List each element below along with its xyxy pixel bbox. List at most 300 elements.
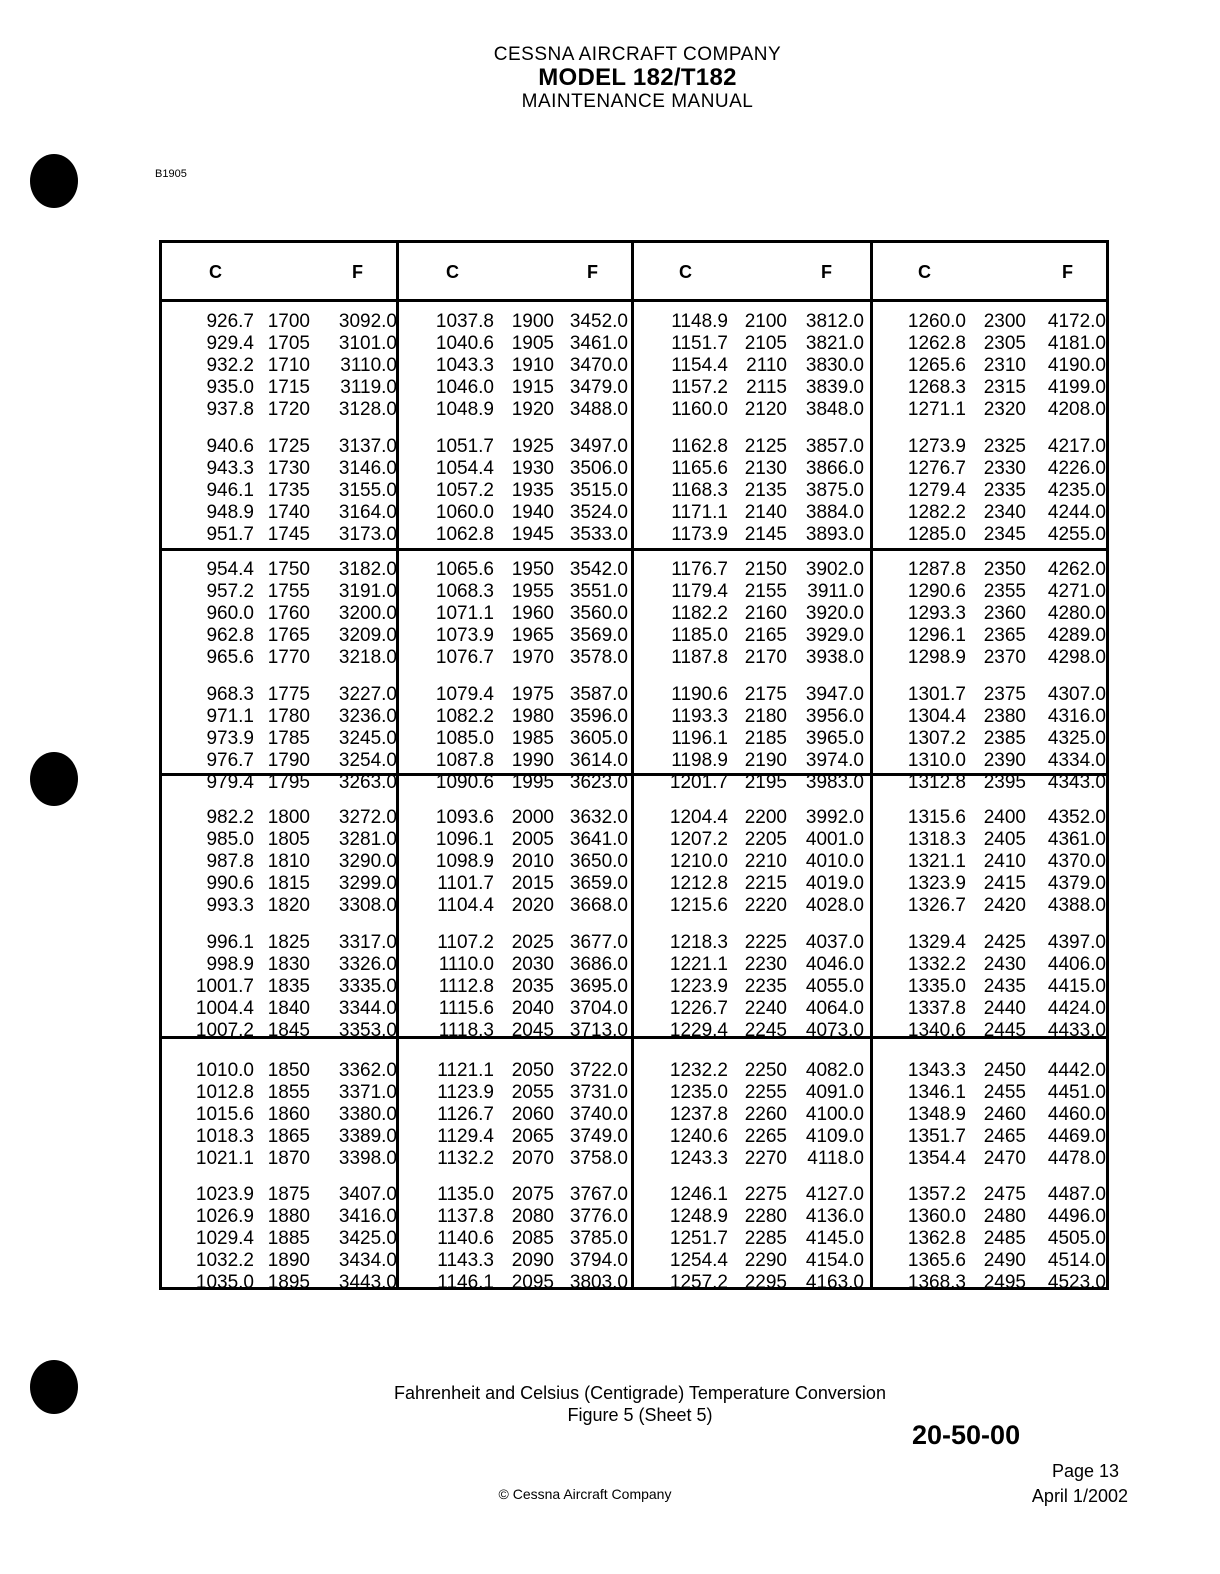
celsius-value: 1082.2: [435, 706, 494, 727]
fahrenheit-value: 3983.0: [805, 772, 864, 793]
reference-value: 2130: [744, 458, 787, 479]
celsius-value: 1073.9: [435, 625, 494, 646]
fahrenheit-value: 3452.0: [569, 311, 628, 332]
reference-value: 2360: [983, 603, 1026, 624]
reference-value: 2090: [511, 1250, 554, 1271]
fahrenheit-value: 4262.0: [1047, 559, 1106, 580]
reference-value: 2215: [744, 873, 787, 894]
fahrenheit-value: 4046.0: [805, 954, 864, 975]
reference-value: 2155: [744, 581, 787, 602]
fahrenheit-value: 4255.0: [1047, 524, 1106, 545]
celsius-value: 1065.6: [435, 559, 494, 580]
reference-value: 1905: [511, 333, 554, 354]
celsius-value: 1123.9: [437, 1082, 494, 1103]
fahrenheit-value: 4505.0: [1047, 1228, 1106, 1249]
reference-value: 1935: [511, 480, 554, 501]
fahrenheit-value: 3416.0: [338, 1206, 397, 1227]
reference-value: 2085: [511, 1228, 554, 1249]
celsius-value: 1193.3: [671, 706, 728, 727]
celsius-value: 1201.7: [669, 772, 728, 793]
celsius-value: 1098.9: [435, 851, 494, 872]
reference-value: 2330: [983, 458, 1026, 479]
fahrenheit-value: 3092.0: [338, 311, 397, 332]
reference-value: 2420: [983, 895, 1026, 916]
celsius-value: 1043.3: [435, 355, 494, 376]
reference-value: 1835: [267, 976, 310, 997]
celsius-value: 1090.6: [435, 772, 494, 793]
celsius-value: 1198.9: [671, 750, 728, 771]
fahrenheit-value: 4334.0: [1047, 750, 1106, 771]
fahrenheit-value: 3704.0: [569, 998, 628, 1019]
reference-value: 2410: [983, 851, 1026, 872]
celsius-value: 1340.6: [907, 1020, 966, 1041]
fahrenheit-value: 3569.0: [569, 625, 628, 646]
celsius-value: 982.2: [206, 807, 254, 828]
reference-value: 2005: [511, 829, 554, 850]
fahrenheit-value: 4109.0: [805, 1126, 864, 1147]
copyright: © Cessna Aircraft Company: [498, 1486, 672, 1502]
fahrenheit-value: 4091.0: [805, 1082, 864, 1103]
fahrenheit-value: 3407.0: [338, 1184, 397, 1205]
celsius-value: 1087.8: [435, 750, 494, 771]
fahrenheit-value: 3542.0: [569, 559, 628, 580]
celsius-value: 1307.2: [907, 728, 966, 749]
celsius-value: 1115.6: [438, 998, 494, 1019]
fahrenheit-value: 3767.0: [569, 1184, 628, 1205]
fahrenheit-value: 3164.0: [338, 502, 397, 523]
fahrenheit-value: 3488.0: [569, 399, 628, 420]
fahrenheit-value: 4325.0: [1047, 728, 1106, 749]
reference-value: 1900: [511, 311, 554, 332]
reference-value: 1970: [511, 647, 554, 668]
fahrenheit-value: 3587.0: [569, 684, 628, 705]
celsius-value: 1015.6: [195, 1104, 254, 1125]
fahrenheit-value: 4001.0: [805, 829, 864, 850]
reference-value: 1825: [267, 932, 310, 953]
reference-value: 1715: [267, 377, 310, 398]
column-divider: [631, 243, 634, 1287]
reference-value: 2175: [744, 684, 787, 705]
celsius-value: 1171.1: [671, 502, 728, 523]
celsius-value: 1310.0: [907, 750, 966, 771]
fahrenheit-value: 3812.0: [805, 311, 864, 332]
celsius-value: 1093.6: [435, 807, 494, 828]
celsius-value: 1196.1: [671, 728, 728, 749]
reference-value: 2120: [744, 399, 787, 420]
fahrenheit-value: 3434.0: [338, 1250, 397, 1271]
fahrenheit-value: 4145.0: [805, 1228, 864, 1249]
celsius-value: 948.9: [206, 502, 254, 523]
celsius-value: 1260.0: [907, 311, 966, 332]
reference-value: 2020: [511, 895, 554, 916]
manual-title: MAINTENANCE MANUAL: [521, 91, 754, 112]
fahrenheit-value: 3497.0: [569, 436, 628, 457]
fahrenheit-value: 3470.0: [569, 355, 628, 376]
fahrenheit-value: 4235.0: [1047, 480, 1106, 501]
celsius-value: 1287.8: [907, 559, 966, 580]
celsius-value: 965.6: [206, 647, 254, 668]
fahrenheit-value: 4451.0: [1047, 1082, 1106, 1103]
celsius-value: 1132.2: [437, 1148, 494, 1169]
celsius-value: 1229.4: [669, 1020, 728, 1041]
fahrenheit-value: 3101.0: [338, 333, 397, 354]
fahrenheit-value: 3605.0: [569, 728, 628, 749]
reference-value: 2280: [744, 1206, 787, 1227]
celsius-value: 932.2: [206, 355, 254, 376]
reference-value: 2140: [744, 502, 787, 523]
reference-value: 2075: [511, 1184, 554, 1205]
celsius-value: 1185.0: [671, 625, 728, 646]
reference-value: 2385: [983, 728, 1026, 749]
fahrenheit-value: 4073.0: [805, 1020, 864, 1041]
fahrenheit-value: 4460.0: [1047, 1104, 1106, 1125]
model-title: MODEL 182/T182: [538, 64, 737, 91]
reference-value: 1725: [267, 436, 310, 457]
celsius-value: 987.8: [206, 851, 254, 872]
fahrenheit-value: 4118.0: [807, 1148, 864, 1169]
celsius-value: 1151.7: [671, 333, 728, 354]
celsius-value: 1346.1: [907, 1082, 966, 1103]
reference-value: 1765: [267, 625, 310, 646]
fahrenheit-value: 4523.0: [1047, 1272, 1106, 1293]
reference-value: 1750: [267, 559, 310, 580]
fahrenheit-value: 3227.0: [338, 684, 397, 705]
reference-value: 2180: [744, 706, 787, 727]
celsius-value: 1148.9: [671, 311, 728, 332]
reference-value: 1945: [511, 524, 554, 545]
reference-value: 2365: [983, 625, 1026, 646]
fahrenheit-value: 3182.0: [338, 559, 397, 580]
reference-value: 2015: [511, 873, 554, 894]
fahrenheit-value: 3533.0: [569, 524, 628, 545]
fahrenheit-value: 3857.0: [805, 436, 864, 457]
reference-value: 2435: [983, 976, 1026, 997]
celsius-value: 960.0: [206, 603, 254, 624]
celsius-value: 1279.4: [907, 480, 966, 501]
fahrenheit-value: 3668.0: [569, 895, 628, 916]
fahrenheit-value: 3965.0: [805, 728, 864, 749]
reference-value: 2370: [983, 647, 1026, 668]
reference-value: 2035: [511, 976, 554, 997]
reference-value: 2095: [511, 1272, 554, 1293]
celsius-value: 968.3: [206, 684, 254, 705]
reference-value: 1805: [267, 829, 310, 850]
celsius-value: 1351.7: [907, 1126, 966, 1147]
celsius-value: 1182.2: [671, 603, 728, 624]
fahrenheit-value: 4298.0: [1047, 647, 1106, 668]
fahrenheit-value: 4010.0: [805, 851, 864, 872]
reference-value: 1710: [267, 355, 310, 376]
fahrenheit-value: 3335.0: [338, 976, 397, 997]
reference-value: 1980: [511, 706, 554, 727]
reference-value: 2235: [744, 976, 787, 997]
celsius-value: 1271.1: [907, 399, 966, 420]
fahrenheit-value: 3326.0: [338, 954, 397, 975]
reference-value: 1880: [267, 1206, 310, 1227]
revision-date: April 1/2002: [1031, 1486, 1128, 1506]
reference-value: 2475: [983, 1184, 1026, 1205]
reference-value: 1930: [511, 458, 554, 479]
celsius-value: 1060.0: [435, 502, 494, 523]
fahrenheit-value: 3344.0: [338, 998, 397, 1019]
celsius-value: 1251.7: [669, 1228, 728, 1249]
column-divider: [870, 243, 873, 1287]
celsius-value: 1037.8: [435, 311, 494, 332]
reference-value: 1845: [267, 1020, 310, 1041]
fahrenheit-value: 3479.0: [569, 377, 628, 398]
fahrenheit-value: 4478.0: [1047, 1148, 1106, 1169]
reference-value: 2260: [744, 1104, 787, 1125]
reference-value: 2355: [983, 581, 1026, 602]
celsius-value: 929.4: [206, 333, 254, 354]
celsius-value: 1057.2: [435, 480, 494, 501]
fahrenheit-value: 3740.0: [569, 1104, 628, 1125]
celsius-value: 1085.0: [435, 728, 494, 749]
fahrenheit-value: 4199.0: [1047, 377, 1106, 398]
reference-value: 2050: [511, 1060, 554, 1081]
celsius-value: 1298.9: [907, 647, 966, 668]
celsius-value: 1101.7: [437, 873, 494, 894]
celsius-value: 1265.6: [907, 355, 966, 376]
celsius-value: 1254.4: [669, 1250, 728, 1271]
reference-value: 1860: [267, 1104, 310, 1125]
celsius-value: 1323.9: [907, 873, 966, 894]
fahrenheit-value: 3686.0: [569, 954, 628, 975]
fahrenheit-value: 3911.0: [807, 581, 864, 602]
celsius-value: 1204.4: [669, 807, 728, 828]
fahrenheit-value: 4352.0: [1047, 807, 1106, 828]
fahrenheit-value: 4469.0: [1047, 1126, 1106, 1147]
reference-value: 1775: [267, 684, 310, 705]
reference-value: 1890: [267, 1250, 310, 1271]
fahrenheit-value: 3308.0: [338, 895, 397, 916]
caption-figure: Figure 5 (Sheet 5): [567, 1405, 713, 1425]
celsius-value: 951.7: [206, 524, 254, 545]
fahrenheit-value: 3749.0: [569, 1126, 628, 1147]
reference-value: 2255: [744, 1082, 787, 1103]
celsius-value: 1004.4: [195, 998, 254, 1019]
celsius-value: 1154.4: [671, 355, 728, 376]
reference-value: 1790: [267, 750, 310, 771]
celsius-value: 1237.8: [669, 1104, 728, 1125]
reference-value: 2220: [744, 895, 787, 916]
reference-value: 1740: [267, 502, 310, 523]
fahrenheit-value: 3848.0: [805, 399, 864, 420]
reference-value: 2430: [983, 954, 1026, 975]
fahrenheit-value: 3299.0: [338, 873, 397, 894]
celsius-value: 1337.8: [907, 998, 966, 1019]
fahrenheit-value: 4055.0: [805, 976, 864, 997]
fahrenheit-value: 3551.0: [569, 581, 628, 602]
reference-value: 1830: [267, 954, 310, 975]
fahrenheit-value: 3641.0: [569, 829, 628, 850]
fahrenheit-value: 3938.0: [805, 647, 864, 668]
celsius-value: 976.7: [206, 750, 254, 771]
fahrenheit-value: 4379.0: [1047, 873, 1106, 894]
reference-value: 2445: [983, 1020, 1026, 1041]
reference-value: 2170: [744, 647, 787, 668]
page-header: [0, 44, 1220, 112]
reference-value: 2080: [511, 1206, 554, 1227]
col-header-f: F: [1062, 262, 1073, 282]
fahrenheit-value: 3245.0: [338, 728, 397, 749]
reference-value: 2190: [744, 750, 787, 771]
celsius-value: 1273.9: [907, 436, 966, 457]
fahrenheit-value: 4316.0: [1047, 706, 1106, 727]
fahrenheit-value: 3839.0: [805, 377, 864, 398]
celsius-value: 1007.2: [195, 1020, 254, 1041]
fahrenheit-value: 3731.0: [569, 1082, 628, 1103]
fahrenheit-value: 3515.0: [569, 480, 628, 501]
fahrenheit-value: 3200.0: [338, 603, 397, 624]
reference-value: 1705: [267, 333, 310, 354]
reference-value: 2300: [983, 311, 1026, 332]
fahrenheit-value: 4280.0: [1047, 603, 1106, 624]
reference-value: 2440: [983, 998, 1026, 1019]
reference-value: 1755: [267, 581, 310, 602]
fahrenheit-value: 3146.0: [338, 458, 397, 479]
section-code: 20-50-00: [912, 1420, 1021, 1450]
reference-value: 1700: [267, 311, 310, 332]
celsius-value: 1360.0: [907, 1206, 966, 1227]
reference-value: 2320: [983, 399, 1026, 420]
page-number: Page 13: [1052, 1461, 1120, 1481]
reference-value: 2205: [744, 829, 787, 850]
reference-value: 1965: [511, 625, 554, 646]
reference-value: 1915: [511, 377, 554, 398]
celsius-value: 998.9: [206, 954, 254, 975]
fahrenheit-value: 3956.0: [805, 706, 864, 727]
celsius-value: 973.9: [206, 728, 254, 749]
fahrenheit-value: 4190.0: [1047, 355, 1106, 376]
fahrenheit-value: 3902.0: [805, 559, 864, 580]
fahrenheit-value: 3191.0: [338, 581, 397, 602]
reference-value: 1730: [267, 458, 310, 479]
reference-value: 1745: [267, 524, 310, 545]
fahrenheit-value: 3884.0: [805, 502, 864, 523]
reference-value: 2115: [746, 377, 787, 398]
celsius-value: 1160.0: [671, 399, 728, 420]
reference-value: 1770: [267, 647, 310, 668]
fahrenheit-value: 4136.0: [805, 1206, 864, 1227]
celsius-value: 1262.8: [907, 333, 966, 354]
fahrenheit-value: 3785.0: [569, 1228, 628, 1249]
reference-value: 1925: [511, 436, 554, 457]
fahrenheit-value: 3650.0: [569, 851, 628, 872]
fahrenheit-value: 3362.0: [338, 1060, 397, 1081]
reference-value: 1800: [267, 807, 310, 828]
fahrenheit-value: 4082.0: [805, 1060, 864, 1081]
reference-value: 2240: [744, 998, 787, 1019]
celsius-value: 1368.3: [907, 1272, 966, 1293]
fahrenheit-value: 4496.0: [1047, 1206, 1106, 1227]
reference-value: 2405: [983, 829, 1026, 850]
reference-value: 1815: [267, 873, 310, 894]
col-header-c: C: [918, 262, 931, 282]
celsius-value: 1282.2: [907, 502, 966, 523]
celsius-value: 954.4: [206, 559, 254, 580]
reference-value: 2345: [983, 524, 1026, 545]
celsius-value: 1223.9: [669, 976, 728, 997]
col-header-c: C: [209, 262, 222, 282]
reference-value: 1870: [267, 1148, 310, 1169]
reference-value: 2070: [511, 1148, 554, 1169]
celsius-value: 1062.8: [435, 524, 494, 545]
celsius-value: 1248.9: [669, 1206, 728, 1227]
celsius-value: 1032.2: [195, 1250, 254, 1271]
reference-value: 2040: [511, 998, 554, 1019]
fahrenheit-value: 4208.0: [1047, 399, 1106, 420]
celsius-value: 1276.7: [907, 458, 966, 479]
celsius-value: 1107.2: [437, 932, 494, 953]
fahrenheit-value: 3389.0: [338, 1126, 397, 1147]
binder-hole-top: [30, 154, 78, 208]
reference-value: 1990: [511, 750, 554, 771]
temperature-conversion-table: [159, 240, 1109, 1293]
celsius-value: 1243.3: [669, 1148, 728, 1169]
reference-value: 1955: [511, 581, 554, 602]
fahrenheit-value: 4019.0: [805, 873, 864, 894]
celsius-value: 1001.7: [195, 976, 254, 997]
reference-value: 2390: [983, 750, 1026, 771]
fahrenheit-value: 3155.0: [338, 480, 397, 501]
reference-value: 2480: [983, 1206, 1026, 1227]
celsius-value: 1318.3: [907, 829, 966, 850]
reference-value: 2350: [983, 559, 1026, 580]
celsius-value: 1010.0: [195, 1060, 254, 1081]
fahrenheit-value: 3875.0: [805, 480, 864, 501]
fahrenheit-value: 3119.0: [340, 377, 397, 398]
fahrenheit-value: 3236.0: [338, 706, 397, 727]
reference-value: 2135: [744, 480, 787, 501]
celsius-value: 1268.3: [907, 377, 966, 398]
fahrenheit-value: 4406.0: [1047, 954, 1106, 975]
fahrenheit-value: 3893.0: [805, 524, 864, 545]
reference-value: 2375: [983, 684, 1026, 705]
reference-value: 2105: [744, 333, 787, 354]
fahrenheit-value: 3758.0: [569, 1148, 628, 1169]
fahrenheit-value: 3560.0: [569, 603, 628, 624]
reference-value: 2230: [744, 954, 787, 975]
celsius-value: 1126.7: [437, 1104, 494, 1125]
fahrenheit-value: 3272.0: [338, 807, 397, 828]
celsius-value: 1357.2: [907, 1184, 966, 1205]
reference-value: 1910: [511, 355, 554, 376]
fahrenheit-value: 3506.0: [569, 458, 628, 479]
celsius-value: 1054.4: [435, 458, 494, 479]
fahrenheit-value: 4271.0: [1047, 581, 1106, 602]
fahrenheit-value: 3803.0: [569, 1272, 628, 1293]
reference-value: 1735: [267, 480, 310, 501]
celsius-value: 1112.8: [438, 976, 494, 997]
fahrenheit-value: 3317.0: [338, 932, 397, 953]
celsius-value: 1221.1: [669, 954, 728, 975]
fahrenheit-value: 3992.0: [805, 807, 864, 828]
fahrenheit-value: 4433.0: [1047, 1020, 1106, 1041]
reference-value: 2425: [983, 932, 1026, 953]
col-header-c: C: [446, 262, 459, 282]
fahrenheit-value: 4370.0: [1047, 851, 1106, 872]
caption-title: Fahrenheit and Celsius (Centigrade) Temperature Conversion: [394, 1383, 886, 1403]
celsius-value: 1343.3: [907, 1060, 966, 1081]
celsius-value: 1246.1: [669, 1184, 728, 1205]
celsius-value: 1362.8: [907, 1228, 966, 1249]
celsius-value: 1026.9: [195, 1206, 254, 1227]
celsius-value: 1157.2: [671, 377, 728, 398]
fahrenheit-value: 3425.0: [338, 1228, 397, 1249]
reference-value: 2030: [511, 954, 554, 975]
fahrenheit-value: 3209.0: [338, 625, 397, 646]
